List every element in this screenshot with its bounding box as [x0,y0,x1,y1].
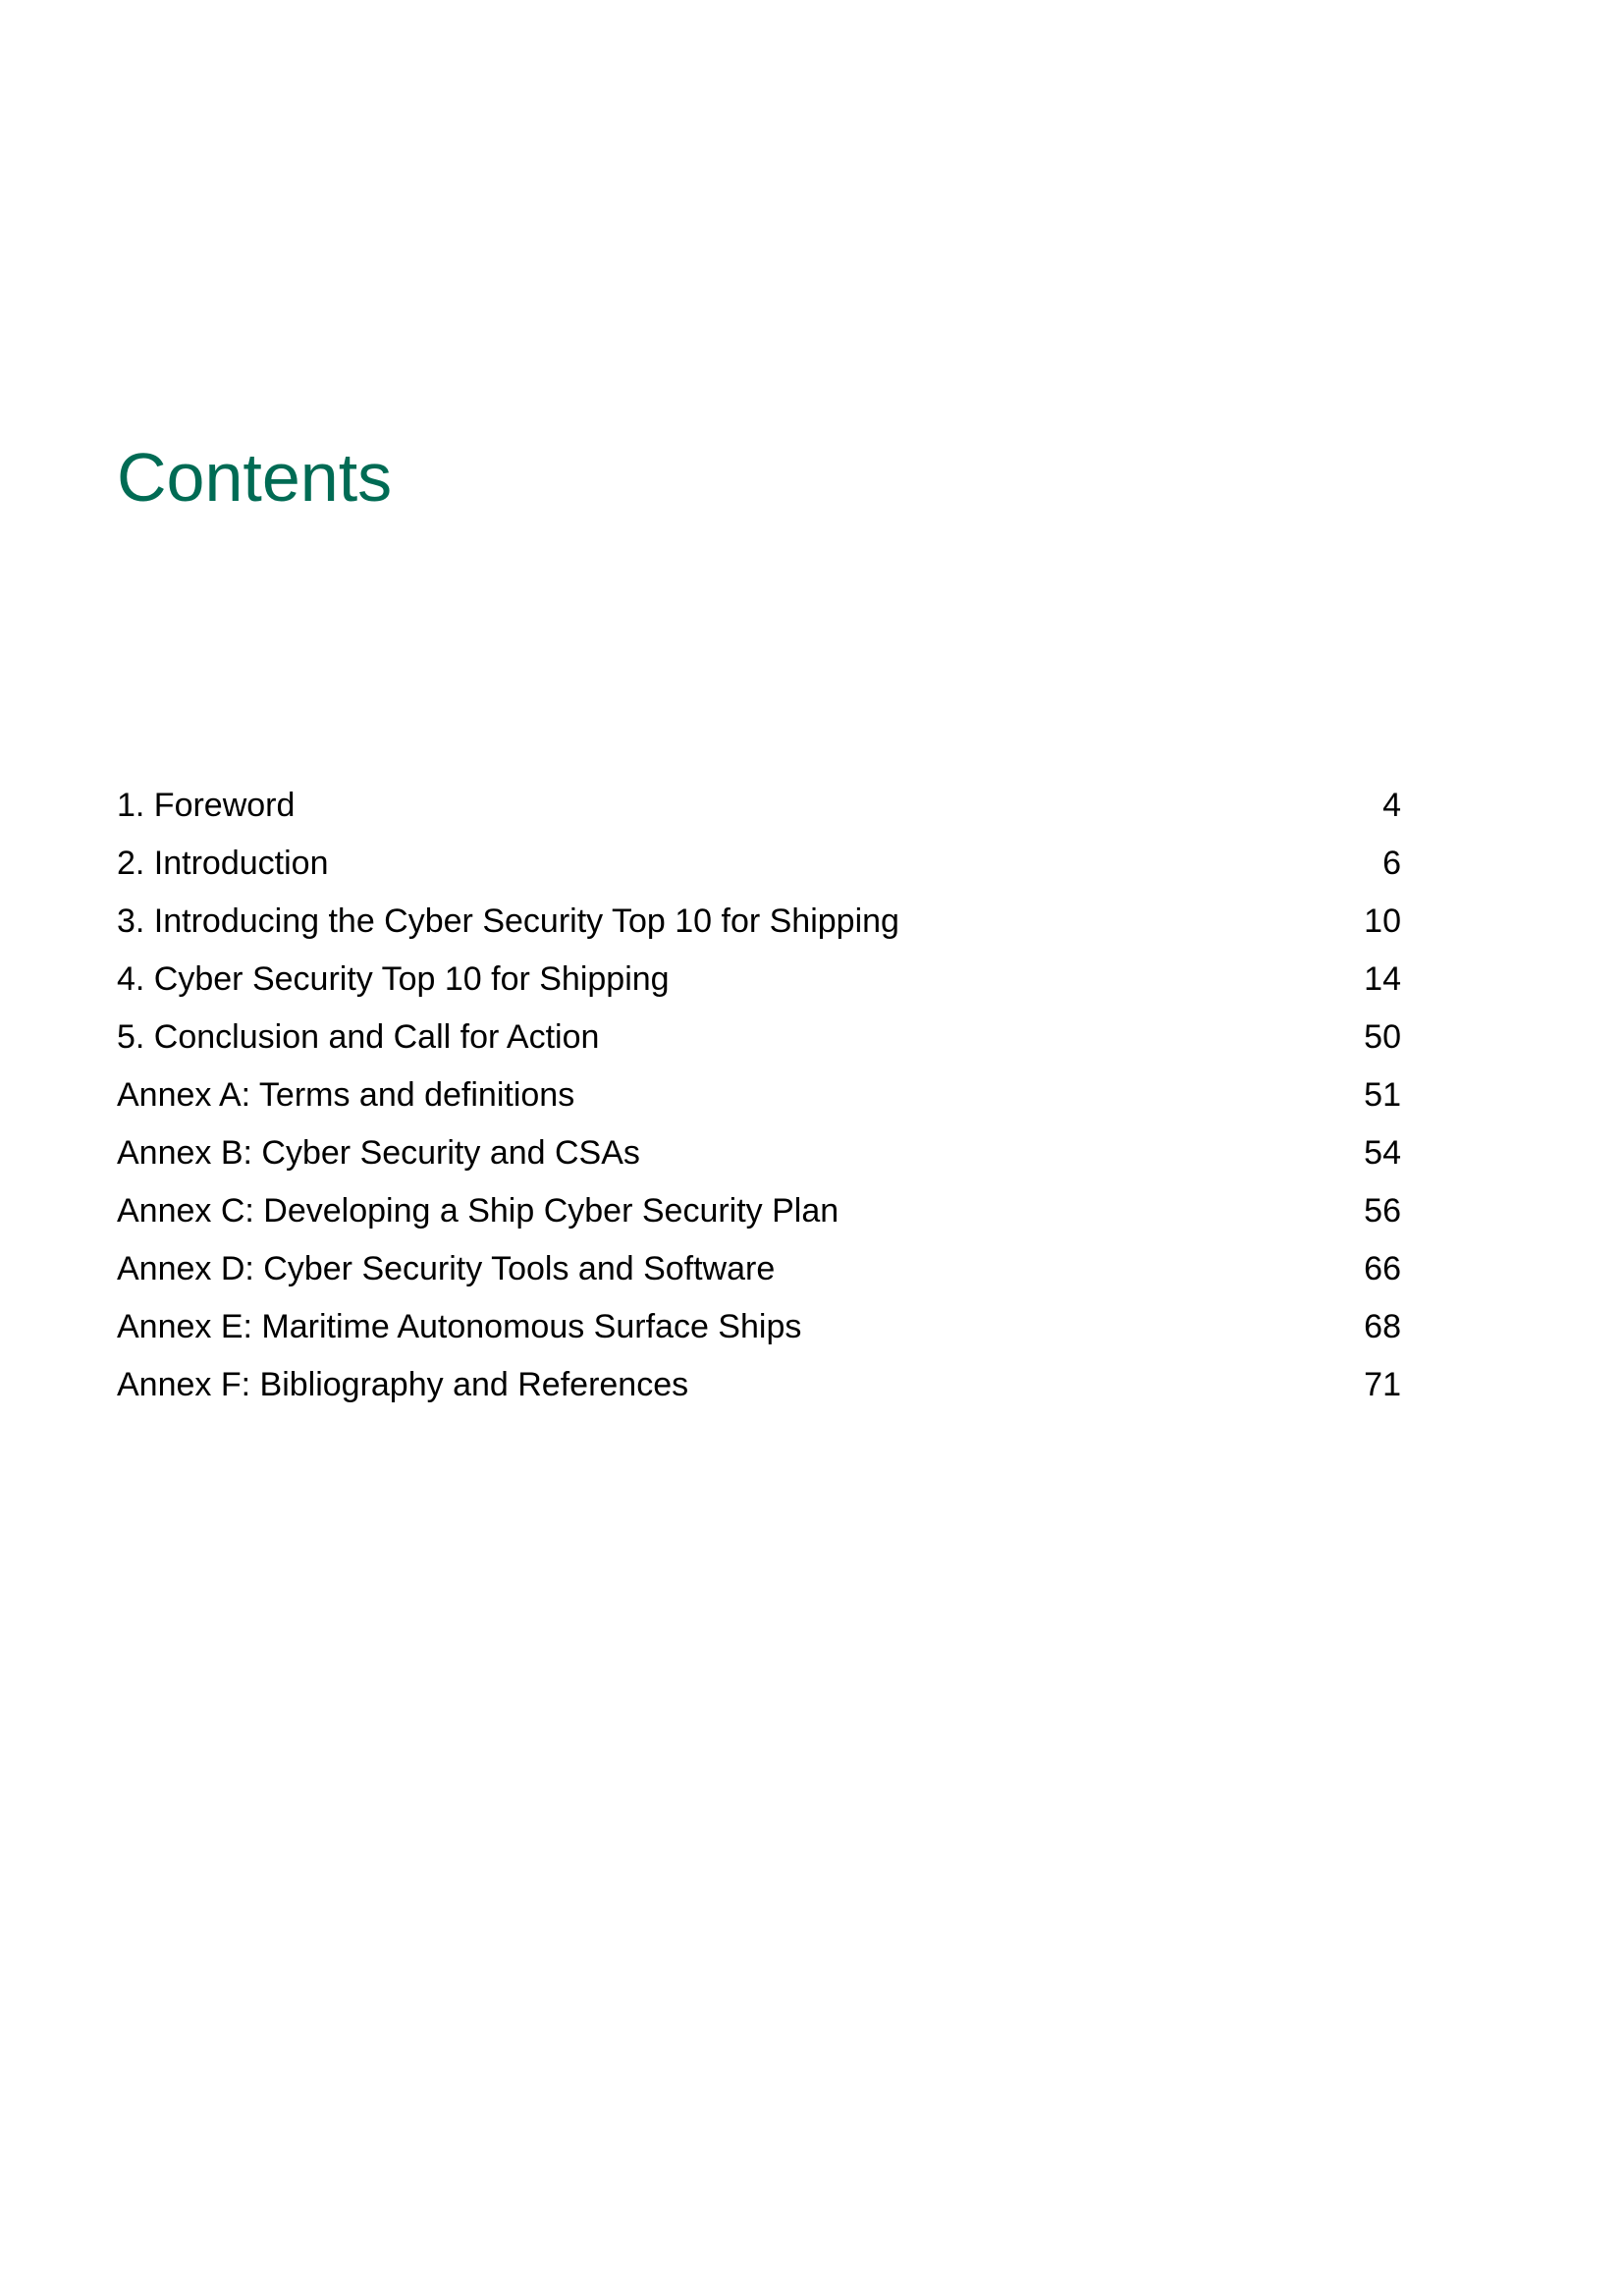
toc-entry-foreword[interactable] [117,777,1401,835]
toc-entry-annex-f[interactable] [117,1356,1401,1414]
toc-entry-page-number: 10 [1364,902,1401,940]
toc-entry-conclusion[interactable] [117,1009,1401,1066]
toc-entry-label: 3. Introducing the Cyber Security Top 10 for Shipping [117,902,899,940]
toc-entry-annex-d[interactable] [117,1240,1401,1298]
toc-entry-page-number: 4 [1382,787,1401,824]
toc-entry-page-number: 56 [1364,1192,1401,1230]
toc-entry-annex-b[interactable] [117,1124,1401,1182]
toc-entry-label: Annex F: Bibliography and References [117,1366,689,1403]
toc-entry-label: 5. Conclusion and Call for Action [117,1018,600,1056]
toc-entry-page-number: 50 [1364,1018,1401,1056]
toc-entry-page-number: 51 [1364,1076,1401,1114]
toc-entry-introducing-top-10[interactable] [117,893,1401,951]
toc-entry-introduction[interactable] [117,835,1401,893]
toc-entry-page-number: 54 [1364,1134,1401,1172]
toc-entry-label: 2. Introduction [117,845,329,882]
table-of-contents [117,777,1401,1414]
toc-entry-label: Annex E: Maritime Autonomous Surface Ships [117,1308,802,1345]
toc-entry-label: Annex C: Developing a Ship Cyber Security Plan [117,1192,839,1230]
toc-entry-page-number: 71 [1364,1366,1401,1403]
toc-entry-page-number: 6 [1382,845,1401,882]
toc-entry-annex-a[interactable] [117,1066,1401,1124]
toc-entry-label: Annex D: Cyber Security Tools and Software [117,1250,776,1287]
toc-entry-label: 1. Foreword [117,787,296,824]
toc-entry-label: Annex A: Terms and definitions [117,1076,575,1114]
toc-entry-annex-e[interactable] [117,1298,1401,1356]
toc-entry-label: 4. Cyber Security Top 10 for Shipping [117,960,670,998]
toc-entry-top-10[interactable] [117,951,1401,1009]
page-title: Contents [117,439,393,516]
toc-entry-page-number: 14 [1364,960,1401,998]
toc-entry-label: Annex B: Cyber Security and CSAs [117,1134,640,1172]
toc-entry-annex-c[interactable] [117,1182,1401,1240]
toc-entry-page-number: 68 [1364,1308,1401,1345]
toc-entry-page-number: 66 [1364,1250,1401,1287]
